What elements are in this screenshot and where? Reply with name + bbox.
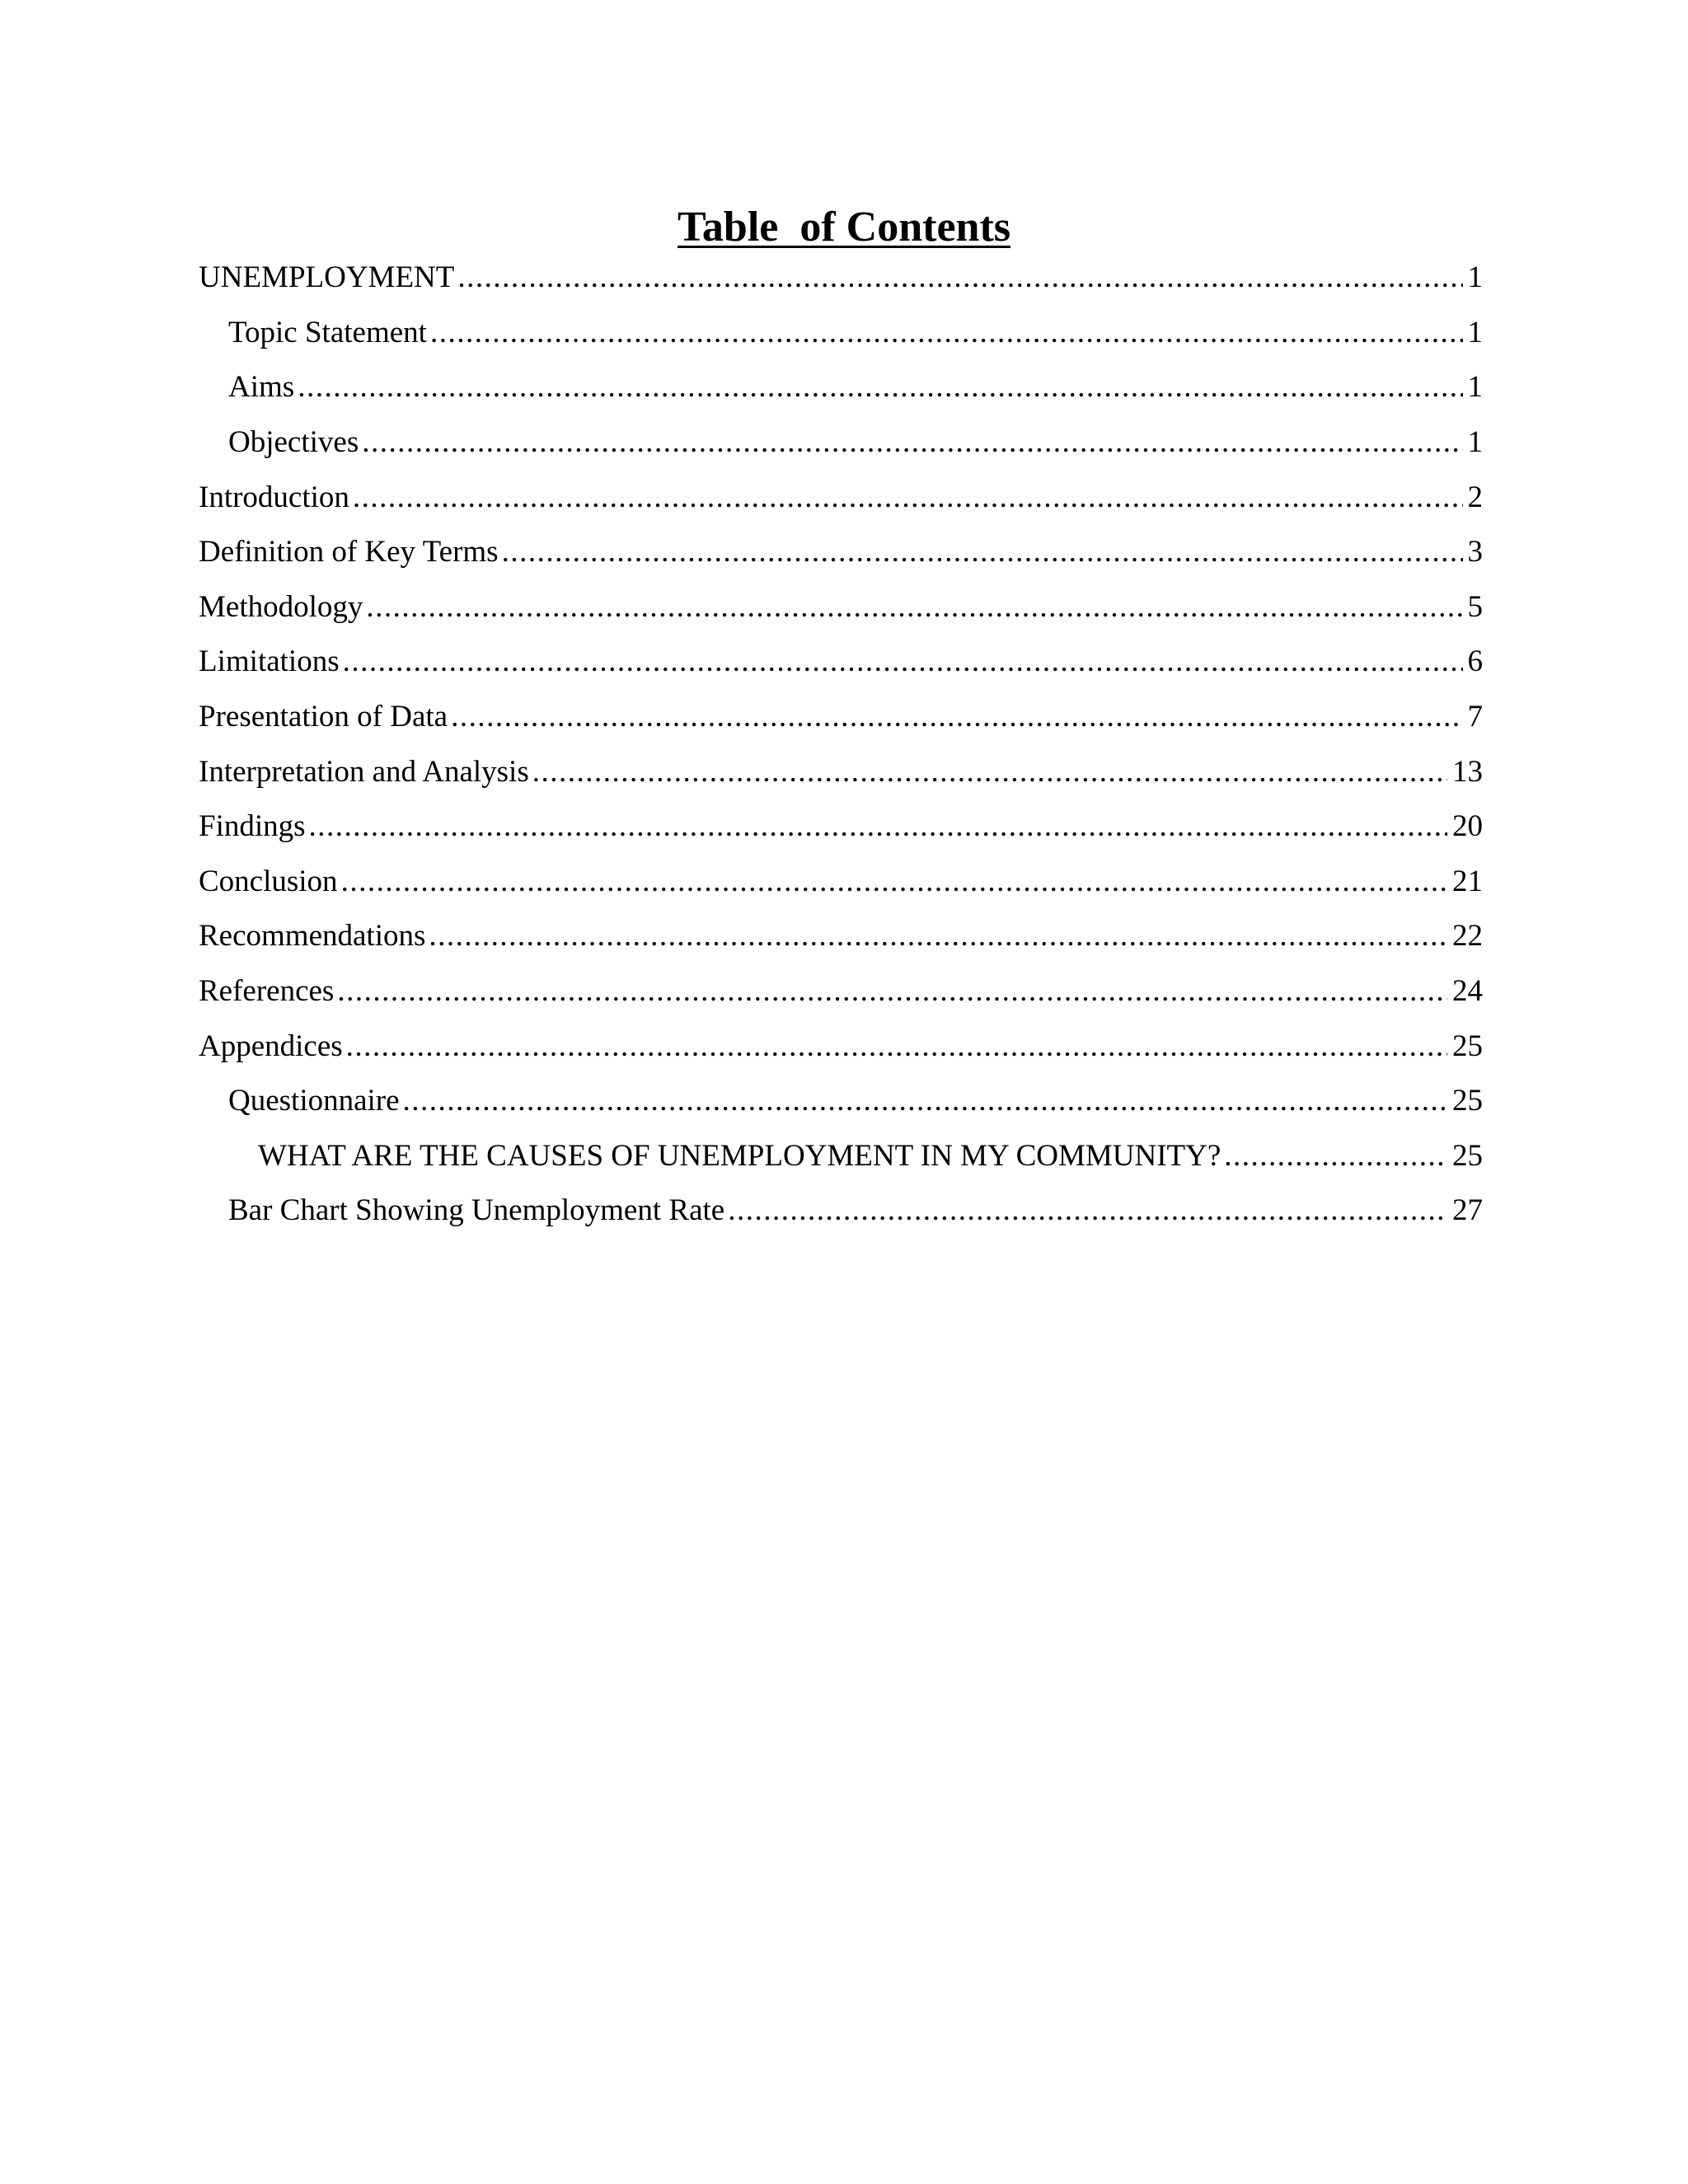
toc-entry-label: Aims [228, 370, 295, 405]
toc-entry-label: WHAT ARE THE CAUSES OF UNEMPLOYMENT IN MY COMMUNITY? [258, 1138, 1221, 1173]
toc-page-number: 27 [1452, 1193, 1483, 1228]
dot-leader [457, 260, 1462, 296]
dot-leader [309, 808, 1447, 845]
toc-page-number: 2 [1467, 480, 1483, 514]
toc-page-number: 25 [1452, 1029, 1483, 1063]
toc-page-number: 25 [1452, 1138, 1483, 1173]
toc-entry-label: Recommendations [199, 919, 426, 954]
toc-entry-label: Objectives [228, 425, 359, 460]
toc-entry-label: Findings [199, 809, 306, 844]
toc-page-number: 22 [1452, 919, 1483, 954]
dot-leader [346, 1029, 1447, 1065]
toc-entry-interpretation-and-analysis[interactable] [199, 744, 1483, 799]
toc-entry-appendices[interactable] [199, 1019, 1483, 1074]
dot-leader [366, 589, 1462, 626]
table-of-contents [199, 251, 1483, 1239]
toc-page-number: 1 [1467, 260, 1483, 295]
toc-entry-label: References [199, 974, 335, 1009]
toc-entry-label: Limitations [199, 644, 340, 679]
dot-leader [429, 918, 1447, 954]
page-title: Table of Contents [677, 204, 1010, 251]
toc-entry-findings[interactable] [199, 799, 1483, 855]
dot-leader [451, 699, 1462, 735]
dot-leader [337, 973, 1447, 1010]
toc-page-number: 13 [1452, 754, 1483, 789]
toc-entry-references[interactable] [199, 964, 1483, 1019]
toc-entry-objectives[interactable] [199, 415, 1483, 471]
toc-entry-label: Methodology [199, 589, 363, 624]
toc-entry-label: Bar Chart Showing Unemployment Rate [228, 1193, 725, 1228]
toc-entry-bar-chart-unemployment-rate[interactable] [199, 1183, 1483, 1239]
toc-entry-conclusion[interactable] [199, 855, 1483, 910]
toc-entry-unemployment[interactable] [199, 251, 1483, 306]
toc-page-number: 1 [1467, 425, 1483, 460]
dot-leader [298, 369, 1462, 405]
toc-entry-methodology[interactable] [199, 580, 1483, 635]
toc-entry-label: UNEMPLOYMENT [199, 260, 455, 295]
toc-entry-aims[interactable] [199, 360, 1483, 415]
toc-entry-label: Topic Statement [228, 315, 427, 349]
toc-page-number: 1 [1467, 315, 1483, 349]
toc-page-number: 1 [1467, 370, 1483, 405]
toc-entry-questionnaire[interactable] [199, 1074, 1483, 1129]
toc-entry-label: Presentation of Data [199, 700, 448, 734]
toc-entry-label: Interpretation and Analysis [199, 754, 529, 789]
toc-page-number: 25 [1452, 1084, 1483, 1118]
dot-leader [343, 644, 1463, 680]
toc-entry-label: Appendices [199, 1029, 343, 1063]
toc-entry-limitations[interactable] [199, 635, 1483, 690]
dot-leader [353, 480, 1463, 516]
dot-leader [728, 1193, 1447, 1229]
dot-leader [1224, 1138, 1447, 1174]
dot-leader [430, 315, 1463, 351]
dot-leader [403, 1083, 1447, 1119]
dot-leader [362, 424, 1462, 461]
toc-page-number: 3 [1467, 535, 1483, 569]
toc-page-number: 24 [1452, 974, 1483, 1009]
toc-entry-topic-statement[interactable] [199, 306, 1483, 361]
toc-entry-label: Definition of Key Terms [199, 535, 499, 569]
toc-page-number: 7 [1467, 700, 1483, 734]
toc-entry-introduction[interactable] [199, 470, 1483, 525]
toc-entry-label: Conclusion [199, 864, 338, 898]
toc-entry-causes-of-unemployment[interactable] [199, 1129, 1483, 1184]
dot-leader [341, 864, 1447, 900]
dot-leader [532, 754, 1447, 790]
toc-page-number: 20 [1452, 809, 1483, 844]
dot-leader [502, 534, 1463, 570]
toc-entry-presentation-of-data[interactable] [199, 690, 1483, 745]
toc-page-number: 6 [1467, 644, 1483, 679]
toc-entry-recommendations[interactable] [199, 909, 1483, 964]
toc-entry-definition-of-key-terms[interactable] [199, 525, 1483, 580]
toc-page-number: 5 [1467, 589, 1483, 624]
toc-entry-label: Questionnaire [228, 1084, 400, 1118]
toc-page-number: 21 [1452, 864, 1483, 898]
toc-entry-label: Introduction [199, 480, 349, 514]
